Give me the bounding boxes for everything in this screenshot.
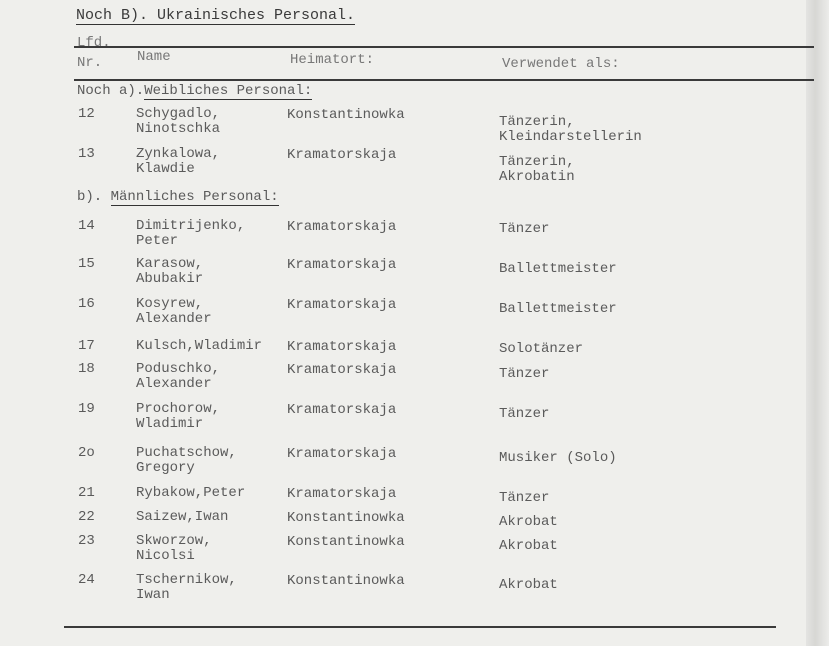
section-male-label: Männliches Personal: xyxy=(110,189,279,205)
header-bottom-rule xyxy=(74,79,814,81)
row-verwendet: Tänzerin, Kleindarstellerin xyxy=(499,114,642,145)
row-verwendet: Tänzer xyxy=(499,490,550,506)
row-heimatort: Kramatorskaja xyxy=(287,402,397,418)
row-name: Poduschko, Alexander xyxy=(136,361,221,392)
row-name: Zynkalowa, Klawdie xyxy=(136,146,221,177)
row-number: 13 xyxy=(78,146,95,162)
section-female xyxy=(77,84,312,99)
header-lfd: Lfd. xyxy=(77,35,111,51)
row-number: 19 xyxy=(78,401,95,417)
row-name: Tschernikow, Iwan xyxy=(136,572,237,603)
row-name: Skworzow, Nicolsi xyxy=(136,533,212,564)
row-heimatort: Kramatorskaja xyxy=(287,486,397,502)
row-heimatort: Konstantinowka xyxy=(287,534,405,550)
row-name: Puchatschow, Gregory xyxy=(136,445,237,476)
title-text: Noch B). Ukrainisches Personal. xyxy=(76,7,356,24)
row-verwendet: Akrobat xyxy=(499,577,558,593)
row-verwendet: Ballettmeister xyxy=(499,301,617,317)
row-heimatort: Kramatorskaja xyxy=(287,362,397,378)
row-heimatort: Konstantinowka xyxy=(287,107,405,123)
row-heimatort: Kramatorskaja xyxy=(287,446,397,462)
row-verwendet: Tänzer xyxy=(499,221,550,237)
row-heimatort: Kramatorskaja xyxy=(287,219,397,235)
row-number: 15 xyxy=(78,256,95,272)
row-heimatort: Kramatorskaja xyxy=(287,147,397,163)
row-number: 23 xyxy=(78,533,95,549)
row-name: Prochorow, Wladimir xyxy=(136,401,221,432)
header-top-rule xyxy=(74,46,814,48)
row-verwendet: Musiker (Solo) xyxy=(499,450,617,466)
row-heimatort: Kramatorskaja xyxy=(287,297,397,313)
section-female-label: Weibliches Personal: xyxy=(144,83,313,99)
row-number: 22 xyxy=(78,509,95,525)
row-verwendet: Akrobat xyxy=(499,538,558,554)
document-title xyxy=(76,8,355,23)
row-verwendet: Solotänzer xyxy=(499,341,584,357)
row-number: 12 xyxy=(78,106,95,122)
row-name: Karasow, Abubakir xyxy=(136,256,204,287)
header-heimatort: Heimatort: xyxy=(290,52,375,68)
row-verwendet: Tänzer xyxy=(499,406,550,422)
section-female-prefix: Noch a). xyxy=(77,83,145,99)
row-number: 17 xyxy=(78,338,95,354)
header-nr: Nr. xyxy=(77,55,103,71)
row-number: 14 xyxy=(78,218,95,234)
row-number: 2o xyxy=(78,445,95,461)
row-name: Saizew,Iwan xyxy=(136,509,229,525)
row-name: Rybakow,Peter xyxy=(136,485,246,501)
section-male xyxy=(77,190,279,205)
row-heimatort: Kramatorskaja xyxy=(287,339,397,355)
row-verwendet: Tänzerin, Akrobatin xyxy=(499,154,575,185)
section-male-prefix: b). xyxy=(77,189,111,205)
row-number: 24 xyxy=(78,572,95,588)
row-number: 18 xyxy=(78,361,95,377)
row-number: 21 xyxy=(78,485,95,501)
row-verwendet: Akrobat xyxy=(499,514,558,530)
row-name: Kulsch,Wladimir xyxy=(136,338,263,354)
row-name: Dimitrijenko, Peter xyxy=(136,218,246,249)
header-verwendet: Verwendet als: xyxy=(502,56,620,72)
header-name: Name xyxy=(137,49,171,65)
row-verwendet: Ballettmeister xyxy=(499,261,617,277)
row-verwendet: Tänzer xyxy=(499,366,550,382)
row-heimatort: Kramatorskaja xyxy=(287,257,397,273)
row-name: Schygadlo, Ninotschka xyxy=(136,106,221,137)
bottom-rule xyxy=(64,626,776,628)
page-edge xyxy=(806,0,829,646)
row-heimatort: Konstantinowka xyxy=(287,573,405,589)
row-name: Kosyrew, Alexander xyxy=(136,296,212,327)
row-heimatort: Konstantinowka xyxy=(287,510,405,526)
row-number: 16 xyxy=(78,296,95,312)
